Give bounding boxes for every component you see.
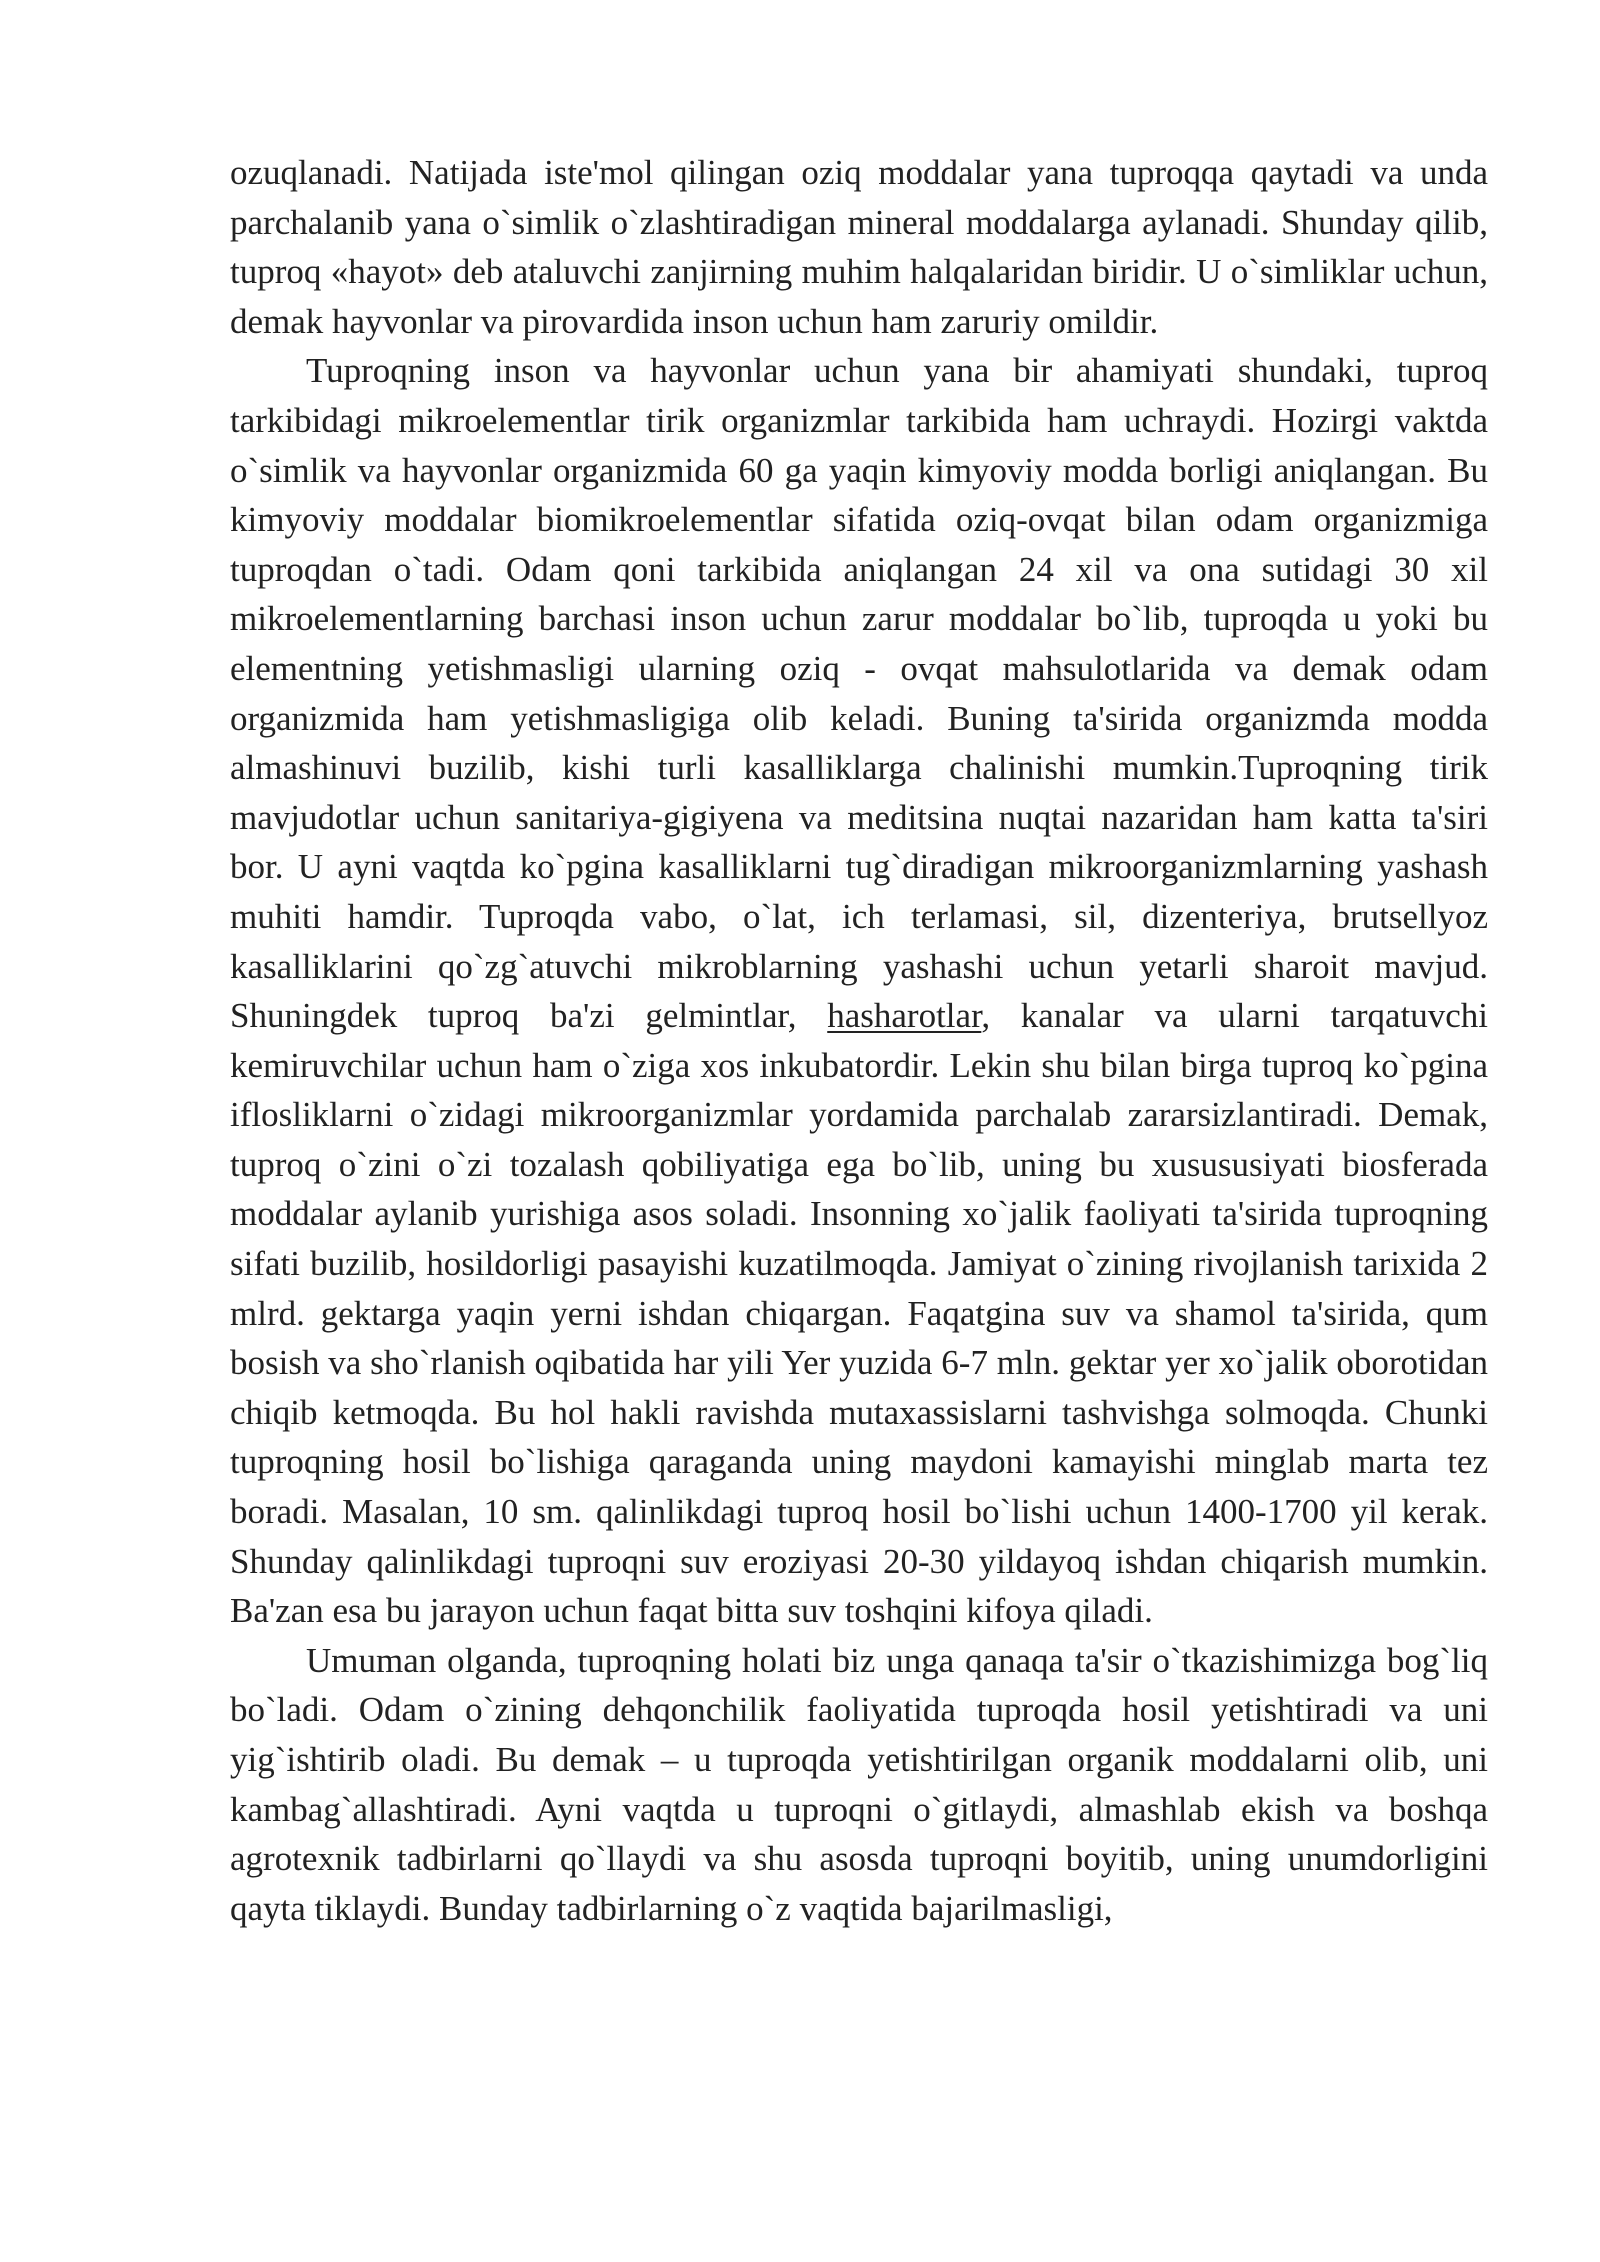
paragraph-2-text-after-link: , kanalar va ularni tarqatuvchi kemiruvchilar uchun ham o`ziga xos inkubatordir. Lekin shu bilan birga tuproq ko`pgina iflosliklarni o`zidagi mikroorganizmlar yordamida parchalab zararsizlantiradi. Demak, tuproq o`zini o`zi tozalash qobiliyatiga ega bo`lib, uning bu xusususiyati biosferada moddalar aylanib yurishiga asos soladi. Insonning xo`jalik faoliyati ta'sirida tuproqning sifati buzilib, hosildorligi pasayishi kuzatilmoqda. Jamiyat o`zining rivojlanish tarixida 2 mlrd. gektarga yaqin yerni ishdan chiqargan. Faqatgina suv va shamol ta'sirida, qum bosish va sho`rlanish oqibatida har yili Yer yuzida 6-7 mln. gektar yer xo`jalik oborotidan chiqib ketmoqda. Bu hol hakli ravishda mutaxassislarni tashvishga solmoqda. Chunki tuproqning hosil bo`lishiga qaraganda uning maydoni kamayishi minglab marta tez boradi. Masalan, 10 sm. qalinlikdagi tuproq hosil bo`lishi uchun 1400-1700 yil kerak. Shunday qalinlikdagi tuproqni suv eroziyasi 20-30 yildayoq ishdan chiqarish mumkin. Ba'zan esa bu jarayon uchun faqat bitta suv toshqini kifoya qiladi.: [230, 996, 1488, 1631]
paragraph-2: [230, 346, 1488, 1635]
paragraph-1: ozuqlanadi. Natijada iste'mol qilingan oziq moddalar yana tuproqqa qaytadi va unda parchalanib yana o`simlik o`zlashtiradigan mineral moddalarga aylanadi. Shunday qilib, tuproq «hayot» deb ataluvchi zanjirning muhim halqalaridan biridir. U o`simliklar uchun, demak hayvonlar va pirovardida inson uchun ham zaruriy omildir.: [230, 153, 1488, 341]
document-page: [230, 148, 1488, 1933]
hasharotlar-link[interactable]: hasharotlar: [827, 996, 982, 1036]
paragraph-3: Umuman olganda, tuproqning holati biz unga qanaqa ta'sir o`tkazishimizga bog`liq bo`ladi. Odam o`zining dehqonchilik faoliyatida tuproqda hosil yetishtiradi va uni yig`ishtirib oladi. Bu demak – u tuproqda yetishtirilgan organik moddalarni olib, uni kambag`allashtiradi. Ayni vaqtda u tuproqni o`gitlaydi, almashlab ekish va boshqa agrotexnik tadbirlarni qo`llaydi va shu asosda tuproqni boyitib, uning unumdorligini qayta tiklaydi. Bunday tadbirlarning o`z vaqtida bajarilmasligi,: [230, 1640, 1488, 1928]
paragraph-2-text-before-link: Tuproqning inson va hayvonlar uchun yana bir ahamiyati shundaki, tuproq tarkibidagi mikroelementlar tirik organizmlar tarkibida ham uchraydi. Hozirgi vaktda o`simlik va hayvonlar organizmida 60 ga yaqin kimyoviy modda borligi aniqlangan. Bu kimyoviy moddalar biomikroelementlar sifatida oziq-ovqat bilan odam organizmiga tuproqdan o`tadi. Odam qoni tarkibida aniqlangan 24 xil va ona sutidagi 30 xil mikroelementlarning barchasi inson uchun zarur moddalar bo`lib, tuproqda u yoki bu elementning yetishmasligi ularning oziq - ovqat mahsulotlarida va demak odam organizmida ham yetishmasligiga olib keladi. Buning ta'sirida organizmda modda almashinuvi buzilib, kishi turli kasalliklarga chalinishi mumkin.Tuproqning tirik mavjudotlar uchun sanitariya-gigiyena va meditsina nuqtai nazaridan ham katta ta'siri bor. U ayni vaqtda ko`pgina kasalliklarni tug`diradigan mikroorganizmlarning yashash muhiti hamdir. Tuproqda vabo, o`lat, ich terlamasi, sil, dizenteriya, brutsellyoz kasalliklarini qo`zg`atuvchi mikroblarning yashashi uchun yetarli sharoit mavjud. Shuningdek tuproq ba'zi gelmintlar,: [230, 351, 1488, 1036]
